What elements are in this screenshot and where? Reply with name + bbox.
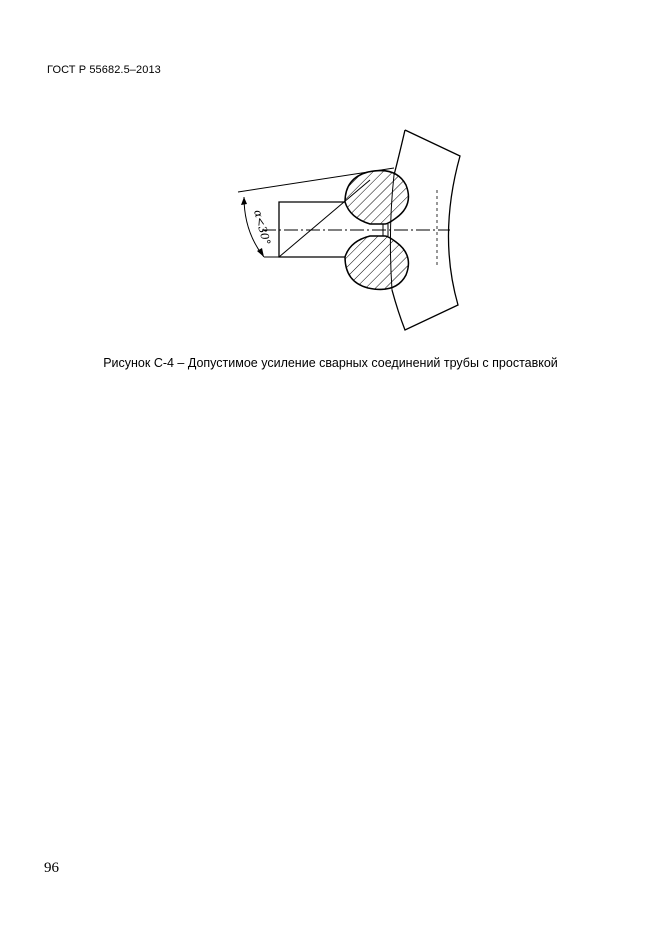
lower-weld-bead [345, 236, 408, 289]
angle-label: α<30° [251, 208, 274, 247]
page-number: 96 [44, 860, 59, 876]
upper-weld-bead [345, 171, 408, 224]
figure-caption: Рисунок С-4 – Допустимое усиление сварных соединений трубы с проставкой [103, 356, 558, 370]
document-header: ГОСТ Р 55682.5–2013 [47, 64, 161, 76]
